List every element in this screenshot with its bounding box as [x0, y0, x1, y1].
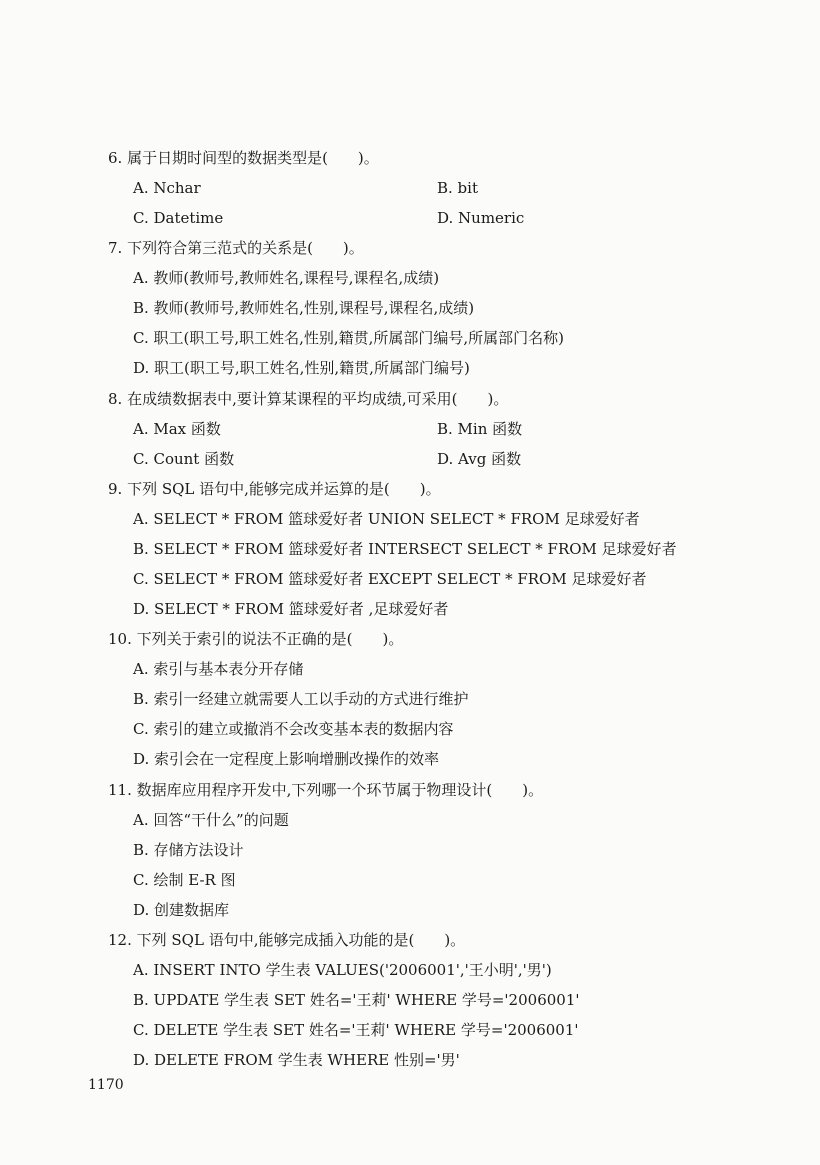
question-11-option-c: C. 绘制 E-R 图	[133, 871, 236, 889]
question-9-stem: 9. 下列 SQL 语句中,能够完成并运算的是( )。	[108, 480, 441, 498]
question-9-option-c: C. SELECT * FROM 篮球爱好者 EXCEPT SELECT * FROM 足球爱好者	[133, 570, 647, 588]
question-7-option-c: C. 职工(职工号,职工姓名,性别,籍贯,所属部门编号,所属部门名称)	[133, 329, 565, 347]
question-11-stem: 11. 数据库应用程序开发中,下列哪一个环节属于物理设计( )。	[108, 781, 544, 799]
question-11-option-b: B. 存储方法设计	[133, 841, 244, 859]
question-7-option-d: D. 职工(职工号,职工姓名,性别,籍贯,所属部门编号)	[133, 359, 470, 377]
page-number: 1170	[88, 1077, 124, 1093]
question-10-option-c: C. 索引的建立或撤消不会改变基本表的数据内容	[133, 720, 454, 738]
question-9-option-b: B. SELECT * FROM 篮球爱好者 INTERSECT SELECT * FROM 足球爱好者	[133, 540, 677, 558]
question-6-option-c: C. Datetime	[133, 209, 224, 227]
question-6-option-b: B. bit	[437, 179, 478, 197]
question-8-option-b: B. Min 函数	[437, 420, 523, 438]
question-8-option-a: A. Max 函数	[133, 420, 221, 438]
question-9-option-a: A. SELECT * FROM 篮球爱好者 UNION SELECT * FROM 足球爱好者	[133, 510, 640, 528]
question-8-option-d: D. Avg 函数	[437, 450, 522, 468]
question-12-option-c: C. DELETE 学生表 SET 姓名='王莉' WHERE 学号='2006001'	[133, 1021, 579, 1039]
question-8-option-c: C. Count 函数	[133, 450, 235, 468]
question-12-option-b: B. UPDATE 学生表 SET 姓名='王莉' WHERE 学号='2006001'	[133, 991, 580, 1009]
question-7-option-b: B. 教师(教师号,教师姓名,性别,课程号,课程名,成绩)	[133, 299, 475, 317]
question-12-stem: 12. 下列 SQL 语句中,能够完成插入功能的是( )。	[108, 931, 466, 949]
question-12-option-a: A. INSERT INTO 学生表 VALUES('2006001','王小明','男')	[133, 961, 552, 979]
question-6-option-a: A. Nchar	[133, 179, 201, 197]
question-7-option-a: A. 教师(教师号,教师姓名,课程号,课程名,成绩)	[133, 269, 440, 287]
question-6-stem: 6. 属于日期时间型的数据类型是( )。	[108, 149, 379, 167]
question-10-stem: 10. 下列关于索引的说法不正确的是( )。	[108, 630, 404, 648]
question-10-option-b: B. 索引一经建立就需要人工以手动的方式进行维护	[133, 690, 469, 708]
question-10-option-a: A. 索引与基本表分开存储	[133, 660, 304, 678]
question-11-option-a: A. 回答“干什么”的问题	[133, 811, 289, 829]
question-11-option-d: D. 创建数据库	[133, 901, 230, 919]
question-10-option-d: D. 索引会在一定程度上影响增删改操作的效率	[133, 750, 440, 768]
question-9-option-d: D. SELECT * FROM 篮球爱好者 ,足球爱好者	[133, 600, 449, 618]
question-8-stem: 8. 在成绩数据表中,要计算某课程的平均成绩,可采用( )。	[108, 390, 509, 408]
question-6-option-d: D. Numeric	[437, 209, 525, 227]
question-7-stem: 7. 下列符合第三范式的关系是( )。	[108, 239, 364, 257]
question-12-option-d: D. DELETE FROM 学生表 WHERE 性别='男'	[133, 1051, 460, 1069]
